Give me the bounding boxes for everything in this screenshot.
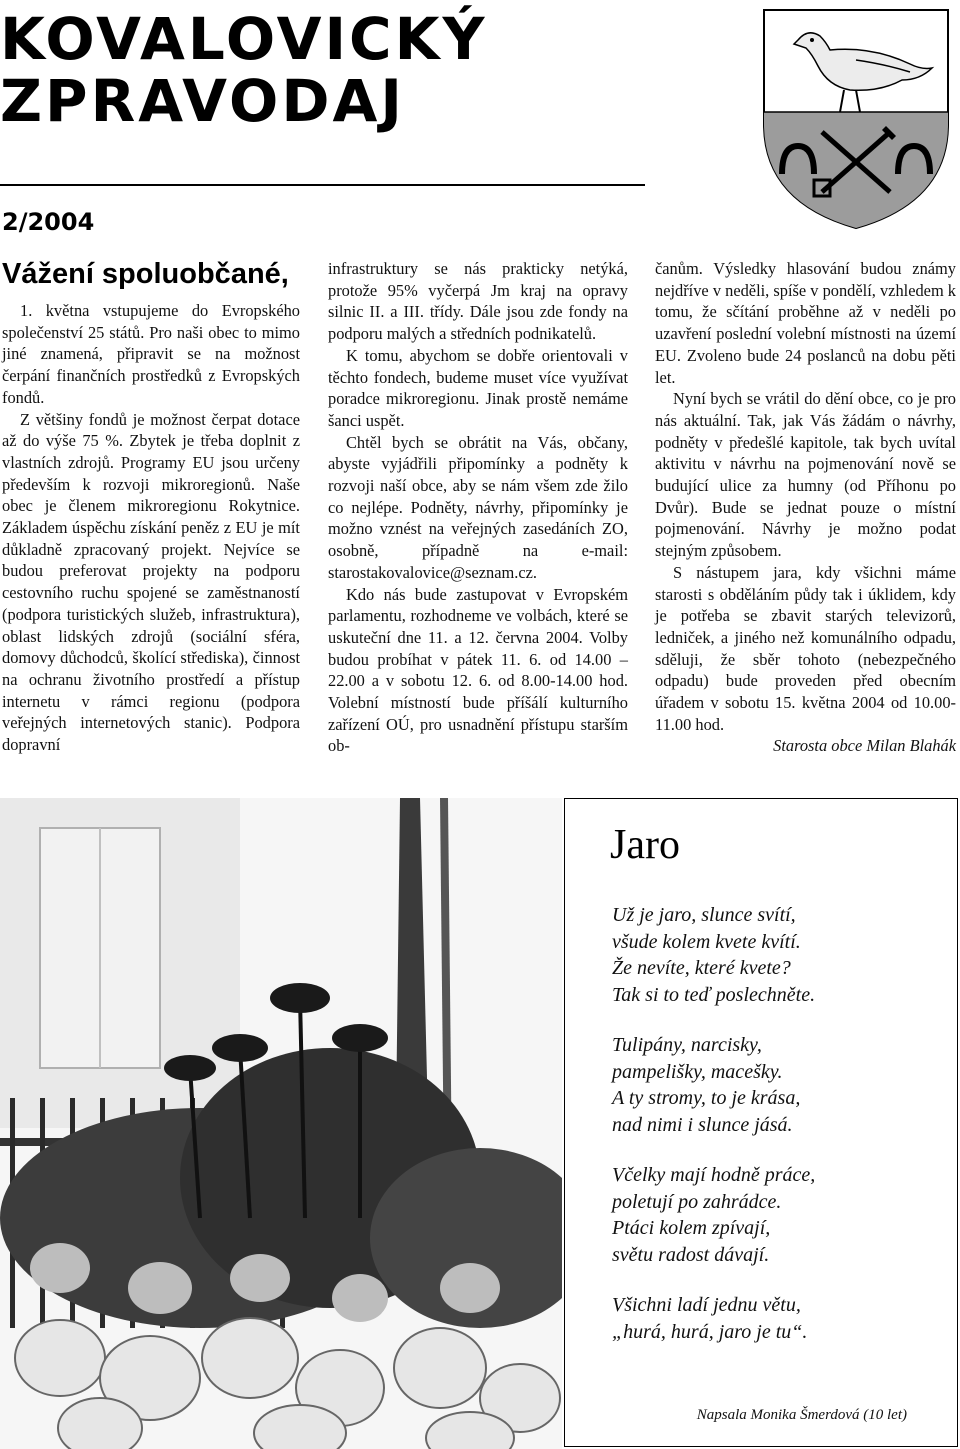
- poem-line: „hurá, hurá, jaro je tu“.: [612, 1320, 808, 1343]
- paragraph: čanům. Výsledky hlasování budou známy nejdříve v neděli, spíše v pondělí, vzhledem k tomu, že sčítání proběhne až v neděli po uzavření poslední volební místnosti na území EU. Zvoleno bude 24 poslanců na dobu pěti let.: [655, 259, 956, 387]
- paragraph: Kdo nás bude zastupovat v Evropském parlamentu, rozhodneme ve volbách, které se uskuteční dne 11. a 12. června 2004. Volby budou probíhat v pátek 11. 6. od 14.00 – 22.00 a v sobotu 12. 6. od 8.00-14.00 hod. Volební místností bude příšálí kulturního zařízení OÚ, pro usnadnění přístupu starším ob-: [328, 584, 628, 756]
- poem-line: Ptáci kolem zpívají,: [612, 1217, 771, 1239]
- poem-stanza: [612, 1292, 952, 1345]
- poem-line: pampelišky, macešky.: [612, 1060, 783, 1083]
- letter-signature: Starosta obce Milan Blahák: [773, 736, 956, 756]
- paragraph: infrastruktury se nás prakticky netýká, protože 95% vyčerpá Jm kraj na opravy silnic II. a III. třídy. Dále jsou zde fondy na podporu malých a středních podnikatelů.: [328, 259, 628, 344]
- poem-line: Tak si to teď poslechněte.: [612, 983, 816, 1006]
- poem-author: Napsala Monika Šmerdová (10 let): [696, 1407, 907, 1423]
- poem-line: světu radost dávají.: [612, 1243, 770, 1266]
- poem-line: Včelky mají hodně práce,: [612, 1164, 816, 1186]
- title-line-2: ZPRAVODAJ: [0, 67, 405, 135]
- masthead-divider: [0, 184, 645, 186]
- poem-line: nad nimi i slunce jásá.: [612, 1113, 793, 1136]
- spring-garden-photo: [0, 798, 562, 1449]
- poem-stanza: [612, 1032, 952, 1138]
- paragraph: Chtěl bych se obrátit na Vás, občany, abyste vyjádřili připomínky a podněty k rozvoji naší obce, aby se nám všem zde žilo co nejlépe. Podněty, návrhy, připomínky je možno vznést na veřejných zasedáních ZO, osobně, případně na e-mail: starostakovalovice@seznam.cz.: [328, 432, 628, 582]
- article-column-3: [655, 258, 956, 757]
- poem-stanza: [612, 1162, 952, 1268]
- poem-line: Že nevíte, které kvete?: [612, 957, 791, 979]
- poem-title: Jaro: [610, 822, 680, 868]
- paragraph: Z většiny fondů je možnost čerpat dotace až do výše 75 %. Zbytek je třeba doplnit z vlastních zdrojů. Programy EU jsou určeny především k rozvoji mikroregionů. Naše obec je členem mikroregionu Rokytnice. Základem úspěchu získání peněz z EU je mít důkladně zpracovaný projekt. Nejvíce se budou preferovat projekty na podporu cestovního ruchu spojené se zaměstnaností (podpora turistických služeb, infrastruktura), oblast lidských zdrojů (sociální sféra, domovy důchodců, školící střediska), činnost na ochranu životního prostředí a přístup internetu v rámci regionu (podpora veřejných internetových stanic). Podpora dopravní: [2, 409, 300, 755]
- paragraph: K tomu, abychom se dobře orientovali v těchto fondech, budeme muset více využívat poradce mikroregionu. Jinak prostě nemáme šanci uspět.: [328, 345, 628, 430]
- coat-of-arms-icon: [760, 6, 952, 232]
- letter-greeting: Vážení spoluobčané,: [2, 258, 289, 290]
- poem-line: A ty stromy, to je krása,: [612, 1087, 801, 1109]
- paragraph: S nástupem jara, kdy všichni máme starosti s obděláním půdy tak i úklidem, kdy je potřeba se zbavit starých televizorů, ledniček, a jiného než komunálního odpadu, sděluji, že sběr tohoto (nebezpečného odpadu) bude proveden před obecním úřadem v sobotu 15. května 2004 od 10.00-11.00 hod.: [655, 562, 956, 734]
- poem-line: Už je jaro, slunce svítí,: [612, 904, 796, 926]
- poem-line: poletují po zahrádce.: [612, 1190, 782, 1213]
- poem-line: Tulipány, narcisky,: [612, 1034, 762, 1056]
- paragraph: 1. května vstupujeme do Evropského společenství 25 států. Pro naši obec to mimo jiné znamená, připravit se na možnost čerpání finančních prostředků z Evropských fondů.: [2, 301, 300, 407]
- poem-body: [612, 902, 952, 1369]
- poem-box: [564, 798, 958, 1447]
- article-column-2: [328, 258, 628, 757]
- poem-line: Všichni ladí jednu větu,: [612, 1294, 801, 1316]
- title-line-1: KOVALOVICKÝ: [0, 5, 488, 73]
- paragraph: Nyní bych se vrátil do dění obce, co je pro nás aktuální. Tak, jak Vás žádám o návrhy, podněty v předešlé kapitole, tak bych uvítal aktivitu v návrhu na pojmenování nově se budující ulice za humny (od Příhonu po Dvůr). Bude se jednat pouze o místní pojmenování. Návrhy je možno podat stejným způsobem.: [655, 389, 956, 561]
- issue-number: 2/2004: [2, 208, 95, 236]
- poem-line: všude kolem kvete kvítí.: [612, 930, 801, 953]
- newsletter-title: [0, 5, 488, 135]
- article-column-1: [2, 300, 300, 756]
- poem-stanza: [612, 902, 952, 1008]
